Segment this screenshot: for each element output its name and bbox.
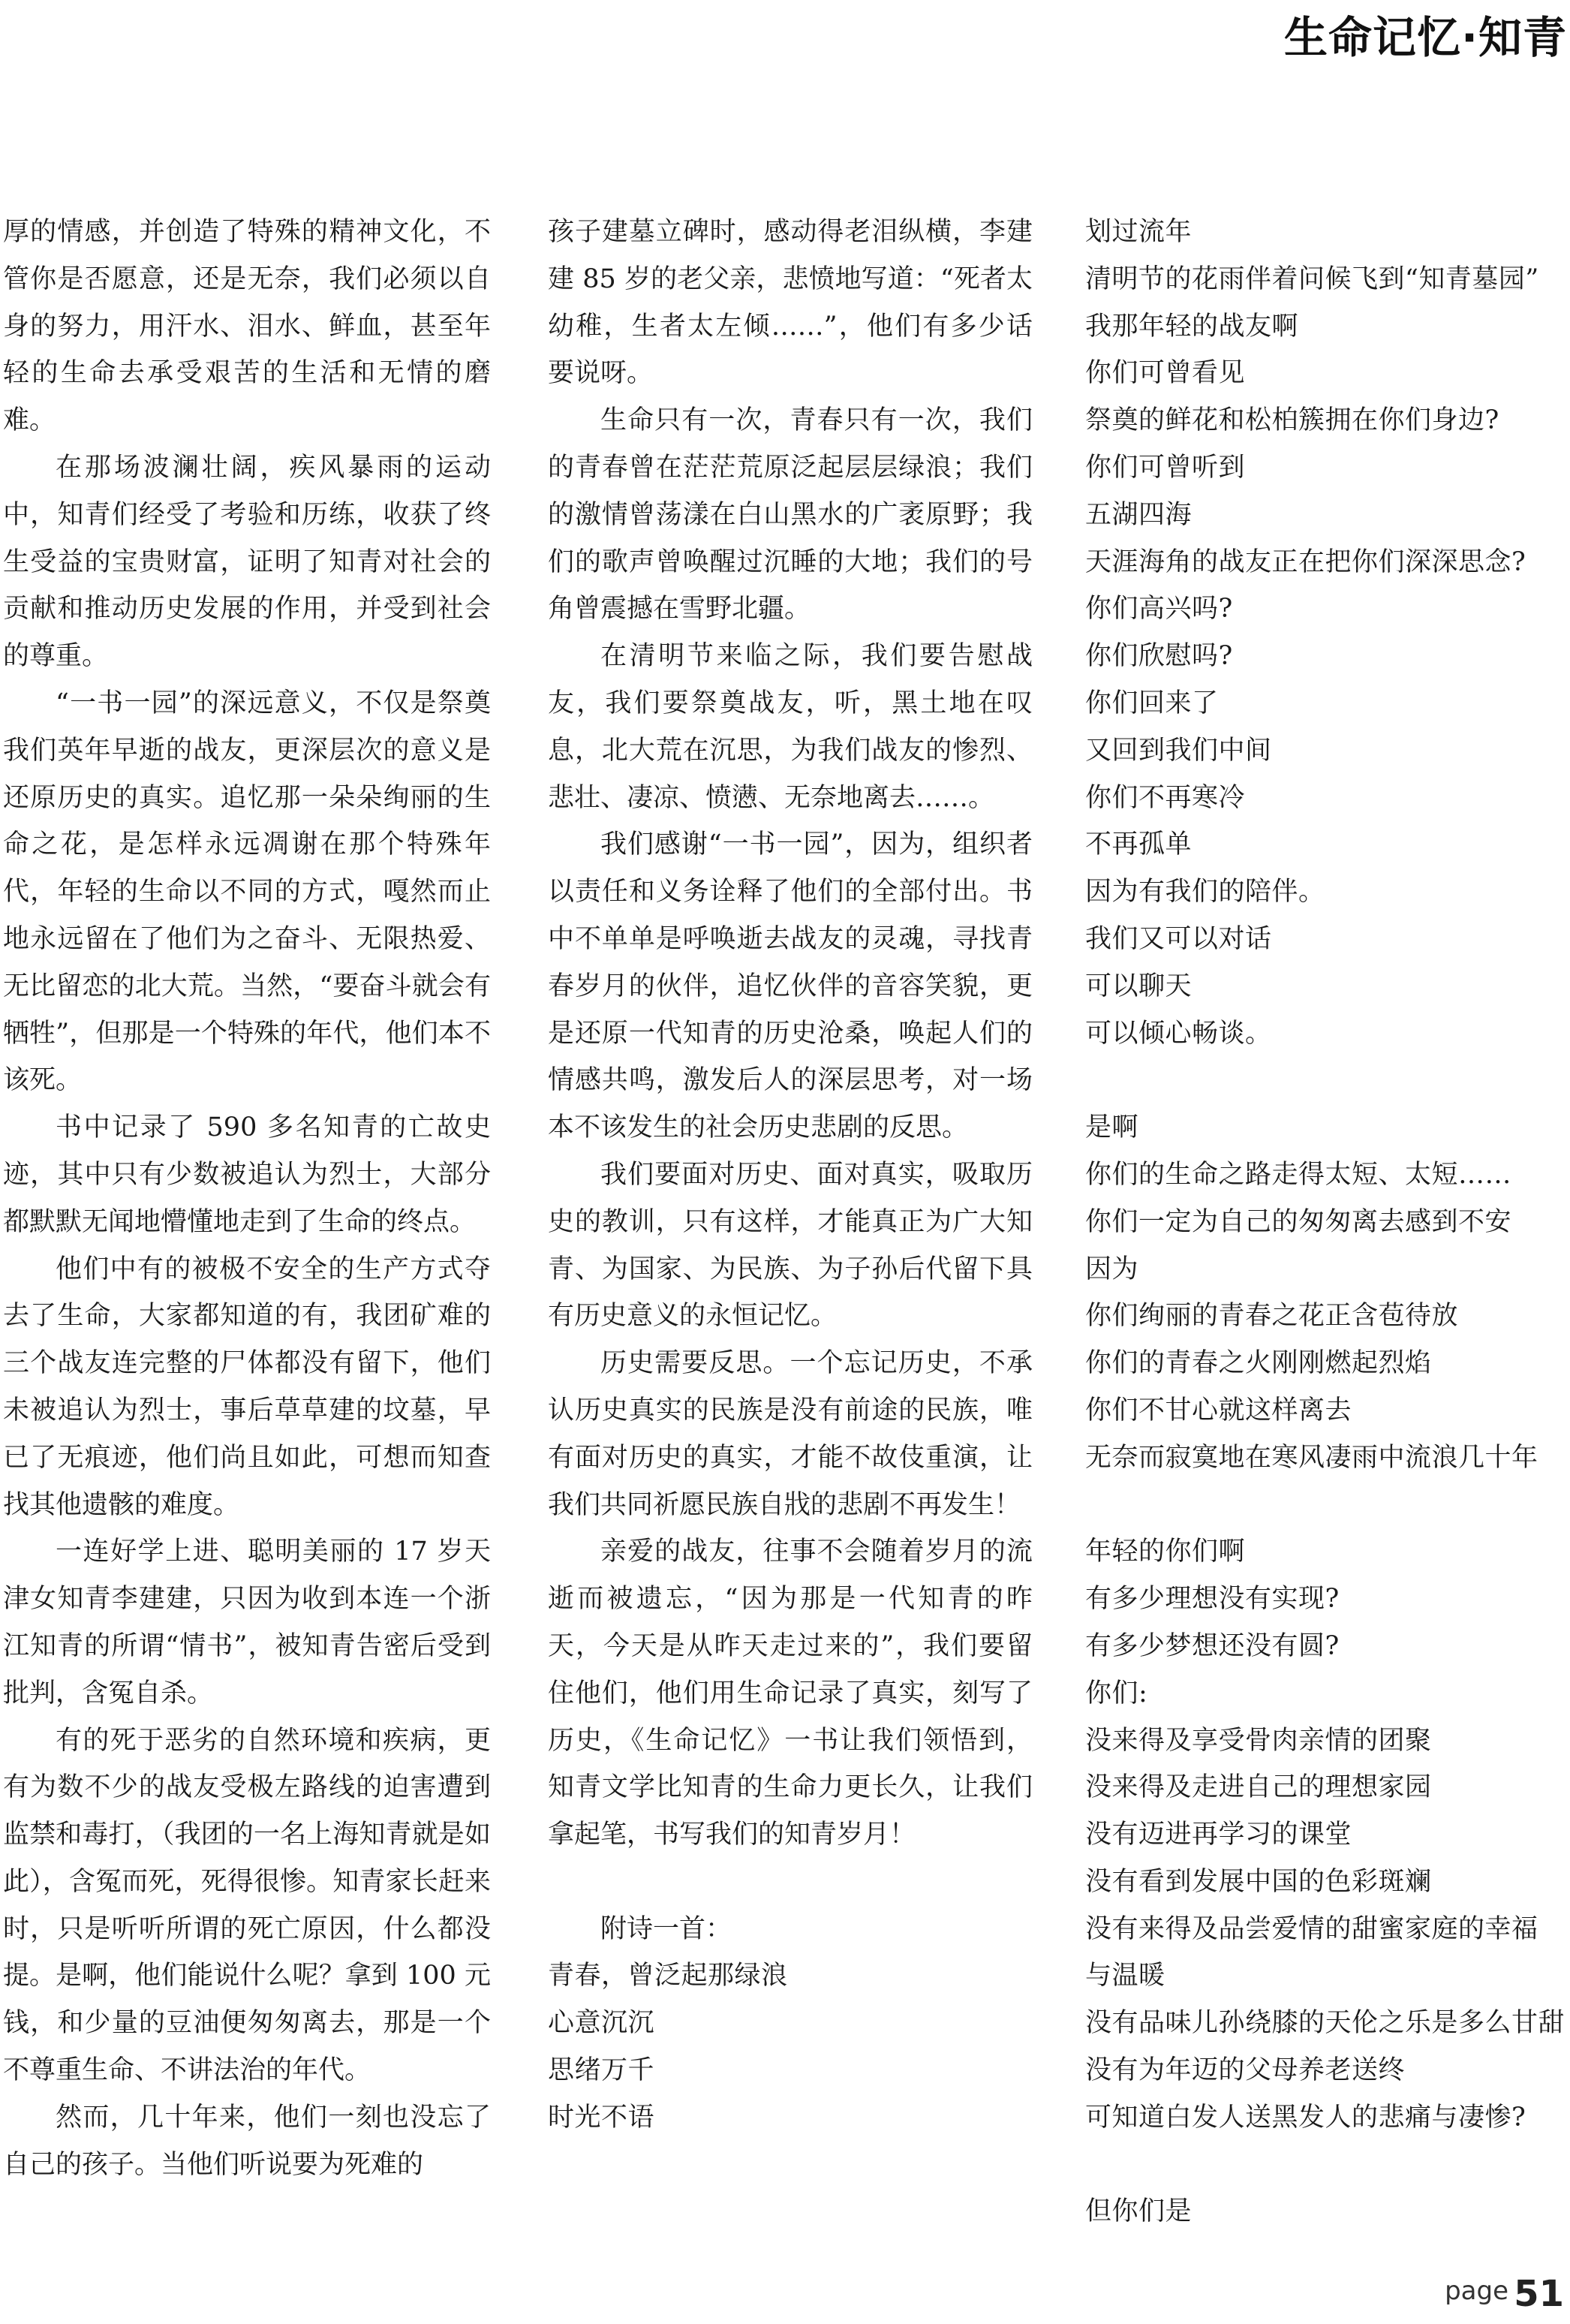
poem-line: 青春，曾泛起那绿浪	[548, 1961, 788, 1991]
poem-line: 划过流年	[1085, 217, 1193, 247]
poem-line: 你们的青春之火刚刚燃起烈焰	[1085, 1348, 1432, 1379]
poem-line: 祭奠的鲜花和松柏簇拥在你们身边?	[1085, 405, 1499, 436]
poem-line: 无奈而寂寞地在寒风凄雨中流浪几十年	[1085, 1442, 1538, 1473]
poem-line: 没有为年迈的父母养老送终	[1085, 2055, 1406, 2086]
left-column	[3, 209, 491, 2188]
poem-line	[1085, 2142, 1570, 2189]
poem-line: 你们:	[1085, 1678, 1148, 1708]
poem-line: 没来得及走进自己的理想家园	[1085, 1772, 1432, 1803]
poem-line: 思绪万千	[548, 2055, 655, 2086]
right-column	[1085, 209, 1570, 2235]
poem-line: 我们又可以对话	[1085, 923, 1272, 954]
poem-line: 但你们是	[1085, 2196, 1193, 2227]
section-title: 生命记忆·知青	[1283, 12, 1567, 63]
poem-line: 你们欣慰吗?	[1085, 641, 1233, 672]
paragraph: 书中记录了 590 多名知青的亡故史迹，其中只有少数被追认为烈士，大部分都默默无闻地懵懂地走到了生命的终点。	[3, 1112, 491, 1237]
poem-line: 时光不语	[548, 2102, 655, 2133]
poem-line: 没有品味儿孙绕膝的天伦之乐是多么甘甜	[1085, 2008, 1565, 2039]
poem-line: 因为	[1085, 1254, 1139, 1284]
poem-line: 你们绚丽的青春之花正含苞待放	[1085, 1301, 1459, 1332]
poem-lines	[1085, 209, 1570, 2235]
paragraph: 厚的情感，并创造了特殊的精神文化，不管你是否愿意，还是无奈，我们必须以自身的努力，用汗水、泪水、鲜血，甚至年轻的生命去承受艰苦的生活和无情的磨难。	[3, 217, 491, 436]
poem-lines	[548, 1952, 1033, 2141]
poem-line: 有多少理想没有实现?	[1085, 1584, 1340, 1615]
paragraph: 他们中有的被极不安全的生产方式夺去了生命，大家都知道的有，我团矿难的三个战友连完整的尸体都没有留下，他们未被追认为烈士，事后草草建的坟墓，早已了无痕迹，他们尚且如此，可想而知查找其他遗骸的难度。	[3, 1254, 491, 1520]
paragraph: “一书一园”的深远意义，不仅是祭奠我们英年早逝的战友，更深层次的意义是还原历史的真实。追忆那一朵朵绚丽的生命之花，是怎样永远凋谢在那个特殊年代，年轻的生命以不同的方式，嘎然而止地永远留在了他们为之奋斗、无限热爱、无比留恋的北大荒。当然，“要奋斗就会有牺牲”，但那是一个特殊的年代，他们本不该死。	[3, 688, 491, 1096]
poem-line: 与温暖	[1085, 1961, 1165, 1991]
poem-line: 你们不甘心就这样离去	[1085, 1395, 1352, 1425]
paragraph: 在那场波澜壮阔，疾风暴雨的运动中，知青们经受了考验和历练，收获了终生受益的宝贵财富，证明了知青对社会的贡献和推动历史发展的作用，并受到社会的尊重。	[3, 452, 491, 672]
poem-line: 清明节的花雨伴着问候飞到“知青墓园”	[1085, 263, 1539, 294]
poem-line: 心意沉沉	[548, 2008, 655, 2039]
poem-line	[1085, 1482, 1570, 1529]
poem-line: 没有看到发展中国的色彩斑斓	[1085, 1866, 1432, 1897]
paragraph: 历史需要反思。一个忘记历史，不承认历史真实的民族是没有前途的民族，唯有面对历史的真实，才能不故伎重演，让我们共同祈愿民族自戕的悲剧不再发生！	[548, 1348, 1033, 1520]
paragraph: 在清明节来临之际，我们要告慰战友，我们要祭奠战友，听，黑土地在叹息，北大荒在沉思，为我们战友的惨烈、悲壮、凄凉、愤懑、无奈地离去……。	[548, 641, 1033, 813]
paragraph: 孩子建墓立碑时，感动得老泪纵横，李建建 85 岁的老父亲，悲愤地写道：“死者太幼稚，生者太左倾……”，他们有多少话要说呀。	[548, 217, 1033, 389]
poem-line: 你们不再寒冷	[1085, 782, 1246, 813]
poem-line: 你们的生命之路走得太短、太短……	[1085, 1159, 1512, 1190]
poem-line: 天涯海角的战友正在把你们深深思念?	[1085, 546, 1526, 577]
paragraph: 生命只有一次，青春只有一次，我们的青春曾在茫茫荒原泛起层层绿浪；我们的激情曾荡漾在白山黑水的广袤原野；我们的歌声曾唤醒过沉睡的大地；我们的号角曾震撼在雪野北疆。	[548, 405, 1033, 625]
poem-line: 没来得及享受骨肉亲情的团聚	[1085, 1725, 1432, 1756]
poem-line: 你们回来了	[1085, 688, 1219, 718]
poem-intro: 附诗一首：	[600, 1913, 732, 1944]
poem-line	[1085, 1057, 1570, 1104]
poem-line: 你们可曾看见	[1085, 358, 1246, 389]
page-label: page	[1445, 2276, 1508, 2306]
poem-line: 是啊	[1085, 1112, 1139, 1143]
poem-line: 可知道白发人送黑发人的悲痛与凄惨?	[1085, 2102, 1526, 2133]
poem-line: 你们可曾听到	[1085, 452, 1246, 483]
poem-line: 因为有我们的陪伴。	[1085, 877, 1325, 908]
poem-line: 我那年轻的战友啊	[1085, 311, 1299, 342]
poem-line: 年轻的你们啊	[1085, 1537, 1246, 1567]
paragraph: 然而，几十年来，他们一刻也没忘了自己的孩子。当他们听说要为死难的	[3, 2102, 491, 2180]
poem-line: 你们一定为自己的匆匆离去感到不安	[1085, 1206, 1512, 1237]
page-footer	[1384, 2256, 1564, 2324]
poem-line: 没有迈进再学习的课堂	[1085, 1820, 1352, 1850]
poem-line: 又回到我们中间	[1085, 735, 1272, 766]
poem-line: 有多少梦想还没有圆?	[1085, 1630, 1340, 1661]
poem-line: 可以聊天	[1085, 971, 1193, 1001]
paragraph: 有的死于恶劣的自然环境和疾病，更有为数不少的战友受极左路线的迫害遭到监禁和毒打，（我团的一名上海知青就是如此），含冤而死，死得很惨。知青家长赶来时，只是听听所谓的死亡原因，什么都没提。是啊，他们能说什么呢？拿到 100 元钱，和少量的豆油便匆匆离去，那是一个不尊重生命、不讲法治的年代。	[3, 1725, 491, 2086]
paragraph: 我们要面对历史、面对真实，吸取历史的教训，只有这样，才能真正为广大知青、为国家、为民族、为子孙后代留下具有历史意义的永恒记忆。	[548, 1159, 1033, 1332]
poem-line: 五湖四海	[1085, 499, 1193, 530]
paragraph: 我们感谢“一书一园”，因为，组织者以责任和义务诠释了他们的全部付出。书中不单单是呼唤逝去战友的灵魂，寻找青春岁月的伙伴，追忆伙伴的音容笑貌，更是还原一代知青的历史沧桑，唤起人们的情感共鸣，激发后人的深层思考，对一场本不该发生的社会历史悲剧的反思。	[548, 829, 1033, 1143]
paragraph: 亲爱的战友，往事不会随着岁月的流逝而被遗忘，“因为那是一代知青的昨天，今天是从昨天走过来的”，我们要留住他们，他们用生命记录了真实，刻写了历史，《生命记忆》一书让我们领悟到，知青文学比知青的生命力更长久，让我们拿起笔，书写我们的知青岁月！	[548, 1537, 1033, 1850]
poem-line: 你们高兴吗?	[1085, 594, 1233, 625]
poem-line: 不再孤单	[1085, 829, 1193, 860]
paragraph: 一连好学上进、聪明美丽的 17 岁天津女知青李建建，只因为收到本连一个浙江知青的所谓“情书”，被知青告密后受到批判，含冤自杀。	[3, 1537, 491, 1708]
middle-column	[548, 209, 1033, 2142]
page-number: 51	[1514, 2273, 1564, 2315]
poem-line: 可以倾心畅谈。	[1085, 1018, 1272, 1049]
poem-line: 没有来得及品尝爱情的甜蜜家庭的幸福	[1085, 1913, 1538, 1944]
